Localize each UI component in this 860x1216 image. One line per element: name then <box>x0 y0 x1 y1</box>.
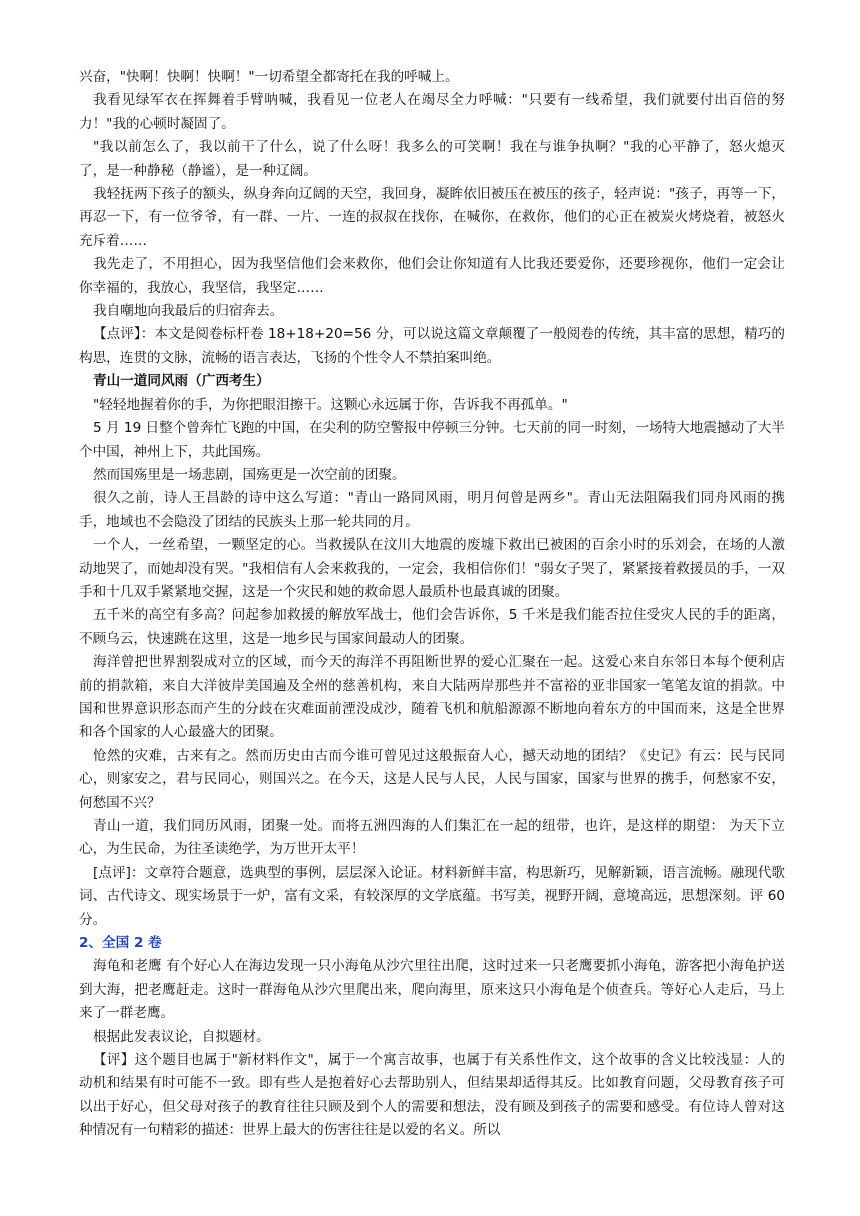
document-page <box>79 66 785 1143</box>
paragraph: 我先走了，不用担心，因为我坚信他们会来救你，他们会让你知道有人比我还要爱你，还要珍视你，他们一定会让你幸福的，我放心，我坚信，我坚定…… <box>79 256 785 296</box>
essay-title: 青山一道同风雨（广西考生） <box>93 373 270 390</box>
paragraph: 根据此发表议论，自拟题材。 <box>93 1028 270 1045</box>
paragraph: 我看见绿军衣在挥舞着手臂呐喊，我看见一位老人在竭尽全力呼喊："只要有一线希望，我们就要付出百倍的努力！"我的心顿时凝固了。 <box>79 92 785 132</box>
paragraph: 兴奋，"快啊！快啊！快啊！"一切希望全都寄托在我的呼喊上。 <box>79 69 459 85</box>
paragraph: 海洋曾把世界割裂成对立的区域，而今天的海洋不再阻断世界的爱心汇聚在一起。这爱心来自东邻日本每个便利店前的捐款箱，来自大洋彼岸美国遍及全州的慈善机构，来自大陆两岸那些并不富裕的亚非国家一笔笔友谊的捐款。中国和世界意识形态而产生的分歧在灾难面前湮没成沙，随着飞机和航船源源不断地向着东方的中国而来，这是全世界和各个国家的人心最盛大的团聚。 <box>79 654 785 741</box>
paragraph: 五千米的高空有多高？问起参加救援的解放军战士，他们会告诉你，5 千米是我们能否拉住受灾人民的手的距离，不顾乌云，快速跳在这里，这是一地乡民与国家间最动人的团聚。 <box>79 607 785 647</box>
paragraph: 5 月 19 日整个曾奔忙飞跑的中国，在尖利的防空警报中停顿三分钟。七天前的同一时刻，一场特大地震撼动了大半个中国，神州上下，共此国殇。 <box>79 420 785 460</box>
paragraph: 然而国殇里是一场悲剧，国殇更是一次空前的团聚。 <box>93 466 406 483</box>
paragraph: 青山一道，我们同历风雨，团聚一处。而将五洲四海的人们集汇在一起的纽带，也许，是这样的期望： 为天下立心，为生民命，为往圣读绝学，为万世开太平！ <box>79 818 785 858</box>
paragraph: "我以前怎么了，我以前干了什么，说了什么呀！我多么的可笑啊！我在与谁争执啊？"我的心平静了，怒火熄灭了，是一种静秘（静谧），是一种辽阔。 <box>79 139 785 179</box>
paragraph: 一个人，一丝希望，一颗坚定的心。当救援队在汶川大地震的废墟下救出已被困的百余小时的乐刘会，在场的人激动地哭了，而她却没有哭。"我相信有人会来救我的，一定会，我相信你们！"弱女子哭了，紧紧接着救援员的手，一双手和十几双手紧紧地交握，这是一个灾民和她的救命恩人最质朴也最真诚的团聚。 <box>79 537 785 600</box>
comment-paragraph: 【点评】：本文是阅卷标杆卷 18+18+20=56 分，可以说这篇文章颠覆了一般阅卷的传统，其丰富的思想，精巧的构思，连贯的文脉，流畅的语言表达，飞扬的个性令人不禁拍案叫绝。 <box>79 326 785 366</box>
paragraph: 我自嘲地向我最后的归宿奔去。 <box>93 303 284 320</box>
paragraph: 海龟和老鹰 有个好心人在海边发现一只小海龟从沙穴里往出爬，这时过来一只老鹰要抓小海龟，游客把小海龟护送到大海，把老鹰赶走。这时一群海龟从沙穴里爬出来，爬向海里，原来这只小海龟是个侦查兵。等好心人走后，马上来了一群老鹰。 <box>79 958 785 1022</box>
section-heading: 2、全国 2 卷 <box>79 935 162 952</box>
paragraph: 很久之前，诗人王昌龄的诗中这么写道："青山一路同风雨，明月何曾是两乡"。青山无法阻隔我们同舟风雨的携手，地域也不会隐没了团结的民族头上那一轮共同的月。 <box>79 490 785 530</box>
paragraph: 我轻抚两下孩子的额头，纵身奔向辽阔的天空，我回身，凝眸依旧被压在被压的孩子，轻声说："孩子，再等一下，再忍一下，有一位爷爷，有一群、一片、一连的叔叔在找你，在喊你，在救你，他们的心正在被炭火烤烧着，被怒火充斥着…… <box>79 186 785 249</box>
paragraph: "轻轻地握着你的手，为你把眼泪擦干。这颗心永远属于你，告诉我不再孤单。" <box>93 396 568 413</box>
comment-paragraph: 【评】这个题目也属于"新材料作文"，属于一个寓言故事，也属于有关系性作文，这个故事的含义比较浅显：人的动机和结果有时可能不一致。即有些人是抱着好心去帮助别人，但结果却适得其反。比如教育问题，父母教育孩子可以出于好心，但父母对孩子的教育往往只顾及到个人的需要和想法，没有顾及到孩子的需要和感受。有位诗人曾对这种情况有一句精彩的描述：世界上最大的伤害往往是以爱的名义。所以 <box>79 1052 785 1139</box>
comment-paragraph: [点评]：文章符合题意，选典型的事例，层层深入论证。材料新鲜丰富，构思新巧，见解新颖，语言流畅。融现代歌词、古代诗文、现实场景于一炉，富有文采，有较深厚的文学底蕴。书写美，视野开阔，意境高远，思想深刻。评 60 分。 <box>79 864 785 928</box>
paragraph: 怆然的灾难，古来有之。然而历史由古而今谁可曾见过这般振奋人心，撼天动地的团结？《史记》有云：民与民同心，则家安之，君与民同心，则国兴之。在今天，这是人民与人民，人民与国家，国家与世界的携手，何愁家不安，何愁国不兴？ <box>79 747 785 811</box>
